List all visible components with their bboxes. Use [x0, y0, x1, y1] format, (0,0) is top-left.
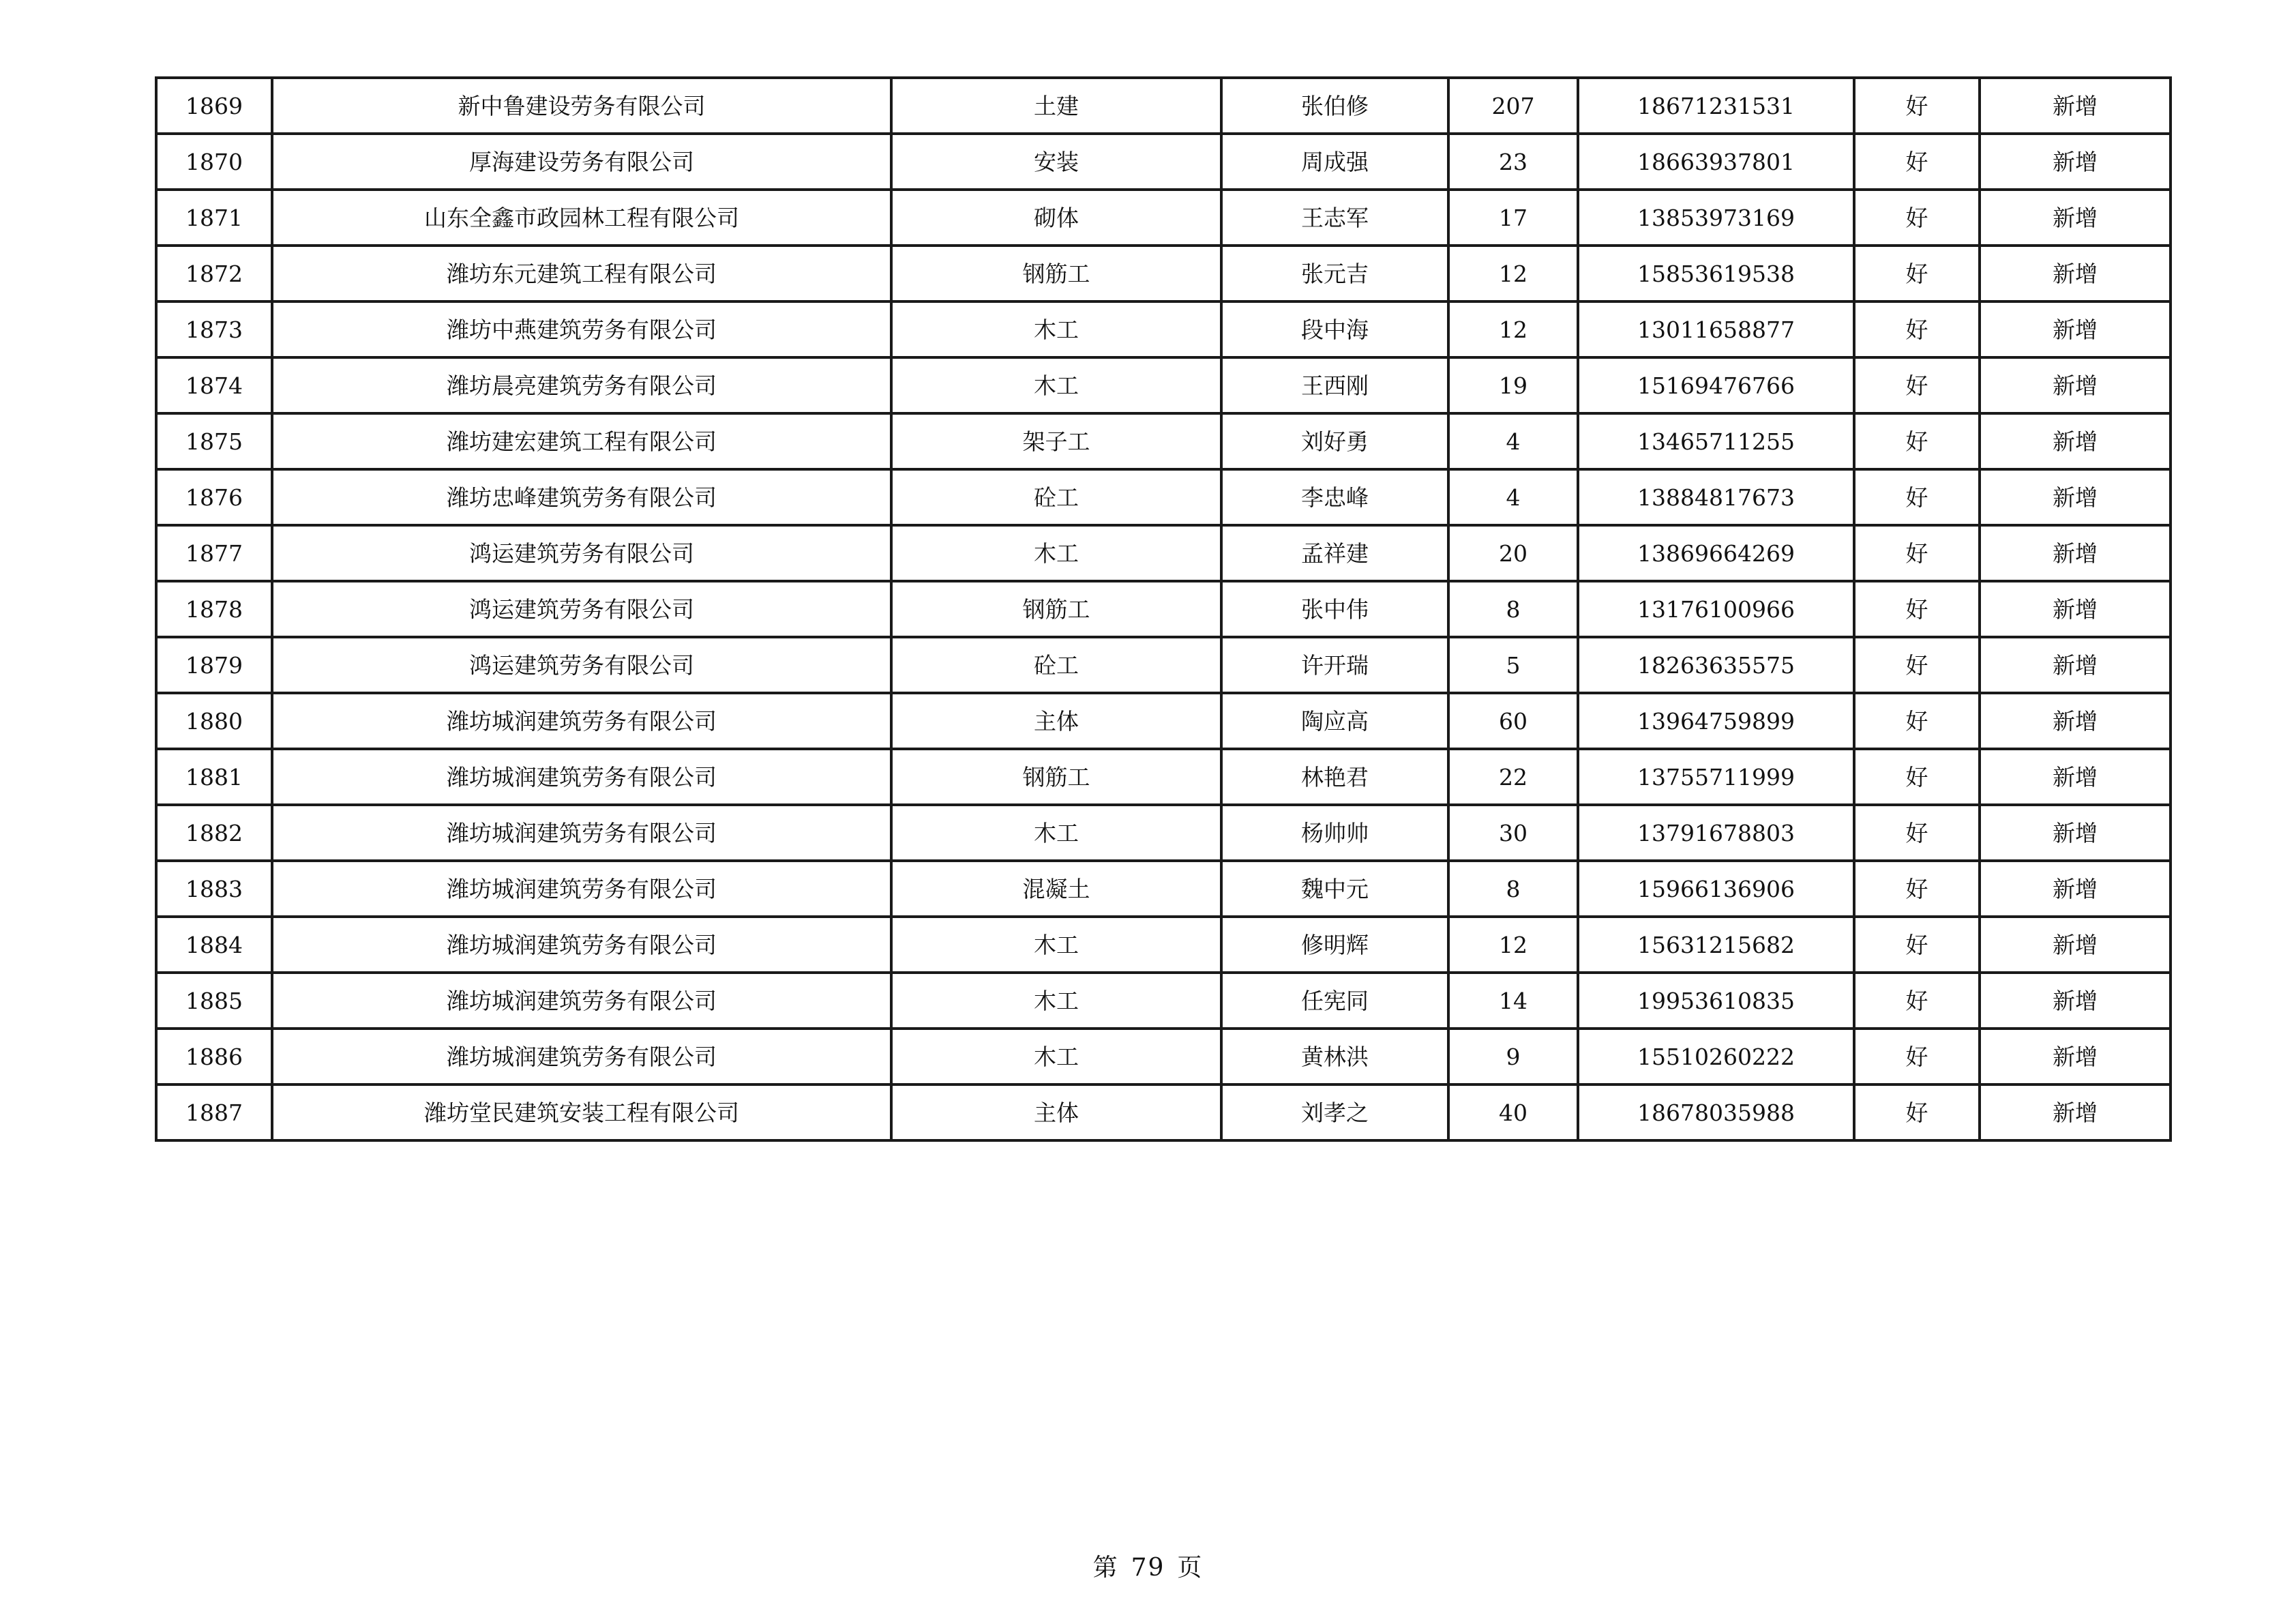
status-cell: 新增: [1980, 469, 2171, 525]
worker-count-cell: 4: [1448, 413, 1578, 469]
row-number-cell: 1878: [156, 581, 272, 637]
rating-cell: 好: [1854, 357, 1980, 413]
trade-cell: 木工: [891, 301, 1221, 357]
phone-cell: 13964759899: [1578, 693, 1854, 749]
rating-cell: 好: [1854, 134, 1980, 190]
leader-name-cell: 段中海: [1221, 301, 1448, 357]
phone-cell: 18663937801: [1578, 134, 1854, 190]
phone-cell: 13176100966: [1578, 581, 1854, 637]
trade-cell: 木工: [891, 525, 1221, 581]
trade-cell: 木工: [891, 1029, 1221, 1084]
leader-name-cell: 林艳君: [1221, 749, 1448, 805]
phone-cell: 13465711255: [1578, 413, 1854, 469]
phone-cell: 15631215682: [1578, 917, 1854, 973]
rating-cell: 好: [1854, 581, 1980, 637]
trade-cell: 土建: [891, 78, 1221, 134]
leader-name-cell: 周成强: [1221, 134, 1448, 190]
rating-cell: 好: [1854, 749, 1980, 805]
row-number-cell: 1881: [156, 749, 272, 805]
row-number-cell: 1886: [156, 1029, 272, 1084]
row-number-cell: 1873: [156, 301, 272, 357]
phone-cell: 15169476766: [1578, 357, 1854, 413]
table-row: [156, 78, 2171, 134]
phone-cell: 18263635575: [1578, 637, 1854, 693]
worker-count-cell: 40: [1448, 1084, 1578, 1140]
worker-count-cell: 17: [1448, 190, 1578, 246]
status-cell: 新增: [1980, 805, 2171, 861]
company-name-cell: 潍坊城润建筑劳务有限公司: [272, 1029, 891, 1084]
worker-count-cell: 12: [1448, 246, 1578, 301]
company-name-cell: 潍坊建宏建筑工程有限公司: [272, 413, 891, 469]
worker-count-cell: 12: [1448, 917, 1578, 973]
company-name-cell: 潍坊堂民建筑安装工程有限公司: [272, 1084, 891, 1140]
rating-cell: 好: [1854, 469, 1980, 525]
worker-count-cell: 19: [1448, 357, 1578, 413]
company-name-cell: 潍坊晨亮建筑劳务有限公司: [272, 357, 891, 413]
worker-count-cell: 60: [1448, 693, 1578, 749]
table-row: [156, 749, 2171, 805]
table-row: [156, 525, 2171, 581]
status-cell: 新增: [1980, 749, 2171, 805]
phone-cell: 18678035988: [1578, 1084, 1854, 1140]
worker-count-cell: 23: [1448, 134, 1578, 190]
row-number-cell: 1876: [156, 469, 272, 525]
leader-name-cell: 张中伟: [1221, 581, 1448, 637]
trade-cell: 主体: [891, 1084, 1221, 1140]
row-number-cell: 1872: [156, 246, 272, 301]
rating-cell: 好: [1854, 861, 1980, 917]
table-row: [156, 637, 2171, 693]
phone-cell: 13791678803: [1578, 805, 1854, 861]
status-cell: 新增: [1980, 1084, 2171, 1140]
status-cell: 新增: [1980, 581, 2171, 637]
status-cell: 新增: [1980, 190, 2171, 246]
trade-cell: 木工: [891, 917, 1221, 973]
trade-cell: 木工: [891, 357, 1221, 413]
table-row: [156, 917, 2171, 973]
phone-cell: 15966136906: [1578, 861, 1854, 917]
leader-name-cell: 许开瑞: [1221, 637, 1448, 693]
table-body: [156, 78, 2171, 1140]
company-name-cell: 潍坊城润建筑劳务有限公司: [272, 917, 891, 973]
row-number-cell: 1882: [156, 805, 272, 861]
rating-cell: 好: [1854, 917, 1980, 973]
rating-cell: 好: [1854, 805, 1980, 861]
phone-cell: 13755711999: [1578, 749, 1854, 805]
worker-count-cell: 22: [1448, 749, 1578, 805]
rating-cell: 好: [1854, 413, 1980, 469]
company-name-cell: 鸿运建筑劳务有限公司: [272, 581, 891, 637]
company-name-cell: 鸿运建筑劳务有限公司: [272, 637, 891, 693]
company-name-cell: 潍坊中燕建筑劳务有限公司: [272, 301, 891, 357]
table-row: [156, 693, 2171, 749]
leader-name-cell: 修明辉: [1221, 917, 1448, 973]
row-number-cell: 1877: [156, 525, 272, 581]
worker-count-cell: 4: [1448, 469, 1578, 525]
leader-name-cell: 李忠峰: [1221, 469, 1448, 525]
company-name-cell: 厚海建设劳务有限公司: [272, 134, 891, 190]
status-cell: 新增: [1980, 1029, 2171, 1084]
table-row: [156, 805, 2171, 861]
page-footer: [0, 1548, 2296, 1583]
phone-cell: 19953610835: [1578, 973, 1854, 1029]
worker-count-cell: 8: [1448, 861, 1578, 917]
trade-cell: 主体: [891, 693, 1221, 749]
company-name-cell: 潍坊城润建筑劳务有限公司: [272, 749, 891, 805]
rating-cell: 好: [1854, 973, 1980, 1029]
rating-cell: 好: [1854, 1084, 1980, 1140]
row-number-cell: 1874: [156, 357, 272, 413]
company-name-cell: 潍坊东元建筑工程有限公司: [272, 246, 891, 301]
leader-name-cell: 张伯修: [1221, 78, 1448, 134]
table-row: [156, 581, 2171, 637]
worker-count-cell: 207: [1448, 78, 1578, 134]
table-row: [156, 1029, 2171, 1084]
status-cell: 新增: [1980, 973, 2171, 1029]
phone-cell: 18671231531: [1578, 78, 1854, 134]
table-row: [156, 1084, 2171, 1140]
status-cell: 新增: [1980, 246, 2171, 301]
trade-cell: 砼工: [891, 469, 1221, 525]
company-name-cell: 潍坊城润建筑劳务有限公司: [272, 861, 891, 917]
company-name-cell: 潍坊忠峰建筑劳务有限公司: [272, 469, 891, 525]
leader-name-cell: 黄林洪: [1221, 1029, 1448, 1084]
leader-name-cell: 张元吉: [1221, 246, 1448, 301]
row-number-cell: 1887: [156, 1084, 272, 1140]
row-number-cell: 1884: [156, 917, 272, 973]
page-number: 79: [1131, 1554, 1165, 1582]
table-row: [156, 246, 2171, 301]
page-footer-prefix: 第: [1092, 1554, 1119, 1582]
table-row: [156, 413, 2171, 469]
status-cell: 新增: [1980, 525, 2171, 581]
status-cell: 新增: [1980, 413, 2171, 469]
leader-name-cell: 魏中元: [1221, 861, 1448, 917]
row-number-cell: 1870: [156, 134, 272, 190]
leader-name-cell: 陶应高: [1221, 693, 1448, 749]
row-number-cell: 1871: [156, 190, 272, 246]
phone-cell: 13884817673: [1578, 469, 1854, 525]
trade-cell: 钢筋工: [891, 749, 1221, 805]
status-cell: 新增: [1980, 693, 2171, 749]
table-row: [156, 469, 2171, 525]
company-name-cell: 山东全鑫市政园林工程有限公司: [272, 190, 891, 246]
company-name-cell: 潍坊城润建筑劳务有限公司: [272, 693, 891, 749]
trade-cell: 钢筋工: [891, 246, 1221, 301]
row-number-cell: 1879: [156, 637, 272, 693]
phone-cell: 15853619538: [1578, 246, 1854, 301]
page-footer-suffix: 页: [1177, 1554, 1204, 1582]
status-cell: 新增: [1980, 357, 2171, 413]
rating-cell: 好: [1854, 301, 1980, 357]
trade-cell: 砌体: [891, 190, 1221, 246]
row-number-cell: 1869: [156, 78, 272, 134]
status-cell: 新增: [1980, 301, 2171, 357]
row-number-cell: 1883: [156, 861, 272, 917]
rating-cell: 好: [1854, 693, 1980, 749]
worker-count-cell: 12: [1448, 301, 1578, 357]
rating-cell: 好: [1854, 190, 1980, 246]
phone-cell: 13869664269: [1578, 525, 1854, 581]
worker-count-cell: 30: [1448, 805, 1578, 861]
worker-count-cell: 5: [1448, 637, 1578, 693]
row-number-cell: 1875: [156, 413, 272, 469]
table-row: [156, 190, 2171, 246]
leader-name-cell: 王西刚: [1221, 357, 1448, 413]
trade-cell: 混凝土: [891, 861, 1221, 917]
table-row: [156, 134, 2171, 190]
rating-cell: 好: [1854, 78, 1980, 134]
table-row: [156, 357, 2171, 413]
leader-name-cell: 王志军: [1221, 190, 1448, 246]
worker-count-cell: 9: [1448, 1029, 1578, 1084]
worker-count-cell: 14: [1448, 973, 1578, 1029]
leader-name-cell: 任宪同: [1221, 973, 1448, 1029]
rating-cell: 好: [1854, 637, 1980, 693]
table-row: [156, 973, 2171, 1029]
company-name-cell: 鸿运建筑劳务有限公司: [272, 525, 891, 581]
status-cell: 新增: [1980, 637, 2171, 693]
leader-name-cell: 刘孝之: [1221, 1084, 1448, 1140]
trade-cell: 木工: [891, 973, 1221, 1029]
leader-name-cell: 孟祥建: [1221, 525, 1448, 581]
trade-cell: 木工: [891, 805, 1221, 861]
leader-name-cell: 杨帅帅: [1221, 805, 1448, 861]
worker-count-cell: 20: [1448, 525, 1578, 581]
rating-cell: 好: [1854, 525, 1980, 581]
phone-cell: 13011658877: [1578, 301, 1854, 357]
status-cell: 新增: [1980, 78, 2171, 134]
trade-cell: 架子工: [891, 413, 1221, 469]
table-row: [156, 861, 2171, 917]
trade-cell: 安装: [891, 134, 1221, 190]
rating-cell: 好: [1854, 246, 1980, 301]
status-cell: 新增: [1980, 134, 2171, 190]
company-name-cell: 新中鲁建设劳务有限公司: [272, 78, 891, 134]
table-row: [156, 301, 2171, 357]
rating-cell: 好: [1854, 1029, 1980, 1084]
leader-name-cell: 刘好勇: [1221, 413, 1448, 469]
company-name-cell: 潍坊城润建筑劳务有限公司: [272, 805, 891, 861]
labor-team-table: [155, 76, 2172, 1142]
row-number-cell: 1885: [156, 973, 272, 1029]
trade-cell: 砼工: [891, 637, 1221, 693]
worker-count-cell: 8: [1448, 581, 1578, 637]
status-cell: 新增: [1980, 861, 2171, 917]
company-name-cell: 潍坊城润建筑劳务有限公司: [272, 973, 891, 1029]
status-cell: 新增: [1980, 917, 2171, 973]
row-number-cell: 1880: [156, 693, 272, 749]
phone-cell: 13853973169: [1578, 190, 1854, 246]
trade-cell: 钢筋工: [891, 581, 1221, 637]
phone-cell: 15510260222: [1578, 1029, 1854, 1084]
